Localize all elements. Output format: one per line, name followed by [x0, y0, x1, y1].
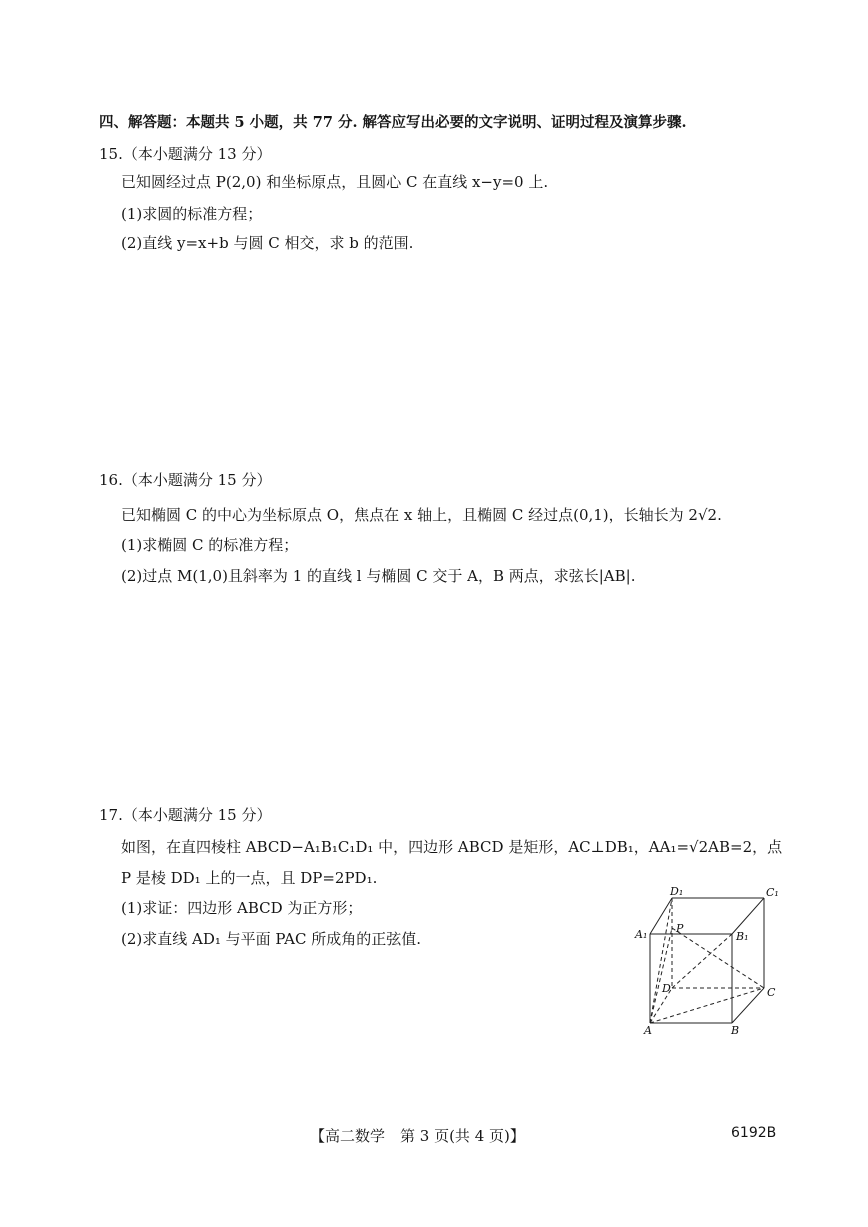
problem-15-header: 15.（本小题满分 13 分）	[99, 145, 272, 163]
problem-17-statement-line-2: P 是棱 DD₁ 上的一点，且 DP=2PD₁.	[121, 869, 378, 887]
label-b1: B₁	[736, 930, 749, 943]
problem-16-part-2: (2)过点 M(1,0)且斜率为 1 的直线 l 与椭圆 C 交于 A，B 两点，求弦长|AB|.	[121, 567, 636, 585]
problem-17-part-2: (2)求直线 AD₁ 与平面 PAC 所成角的正弦值.	[121, 930, 421, 948]
label-d: D	[662, 982, 671, 995]
label-d1: D₁	[670, 886, 684, 898]
edge-bc	[732, 988, 764, 1023]
label-a1: A₁	[635, 928, 648, 941]
problem-15-part-1: (1)求圆的标准方程；	[121, 205, 263, 223]
section-header: 四、解答题：本题共 5 小题，共 77 分. 解答应写出必要的文字说明、证明过程及演算步骤.	[99, 114, 687, 131]
label-c: C	[767, 986, 776, 999]
problem-15-part-2: (2)直线 y=x+b 与圆 C 相交，求 b 的范围.	[121, 234, 414, 252]
footer-code: 6192B	[731, 1125, 777, 1141]
diagonal-db1	[672, 934, 732, 988]
problem-17-part-1: (1)求证：四边形 ABCD 为正方形；	[121, 899, 363, 917]
label-a: A	[644, 1024, 652, 1037]
problem-17-header: 17.（本小题满分 15 分）	[99, 806, 272, 824]
segment-pc	[672, 928, 764, 988]
problem-16-part-1: (1)求椭圆 C 的标准方程；	[121, 536, 299, 554]
problem-15-statement: 已知圆经过点 P(2,0) 和坐标原点，且圆心 C 在直线 x−y=0 上.	[121, 173, 549, 191]
edge-b1c1	[732, 898, 764, 934]
label-p: P	[676, 922, 684, 935]
prism-figure	[620, 886, 790, 1041]
problem-17-statement-line-1: 如图，在直四棱柱 ABCD−A₁B₁C₁D₁ 中，四边形 ABCD 是矩形，AC⊥DB₁，AA₁=√2AB=2，点	[121, 838, 783, 856]
label-c1: C₁	[766, 886, 779, 899]
problem-16-statement: 已知椭圆 C 的中心为坐标原点 O，焦点在 x 轴上，且椭圆 C 经过点(0,1)，长轴长为 2√2.	[121, 506, 722, 524]
problem-16-header: 16.（本小题满分 15 分）	[99, 471, 272, 489]
label-b: B	[731, 1024, 740, 1037]
segment-ap	[650, 928, 672, 1023]
footer-page-info: 【高二数学 第 3 页(共 4 页)】	[310, 1127, 525, 1145]
